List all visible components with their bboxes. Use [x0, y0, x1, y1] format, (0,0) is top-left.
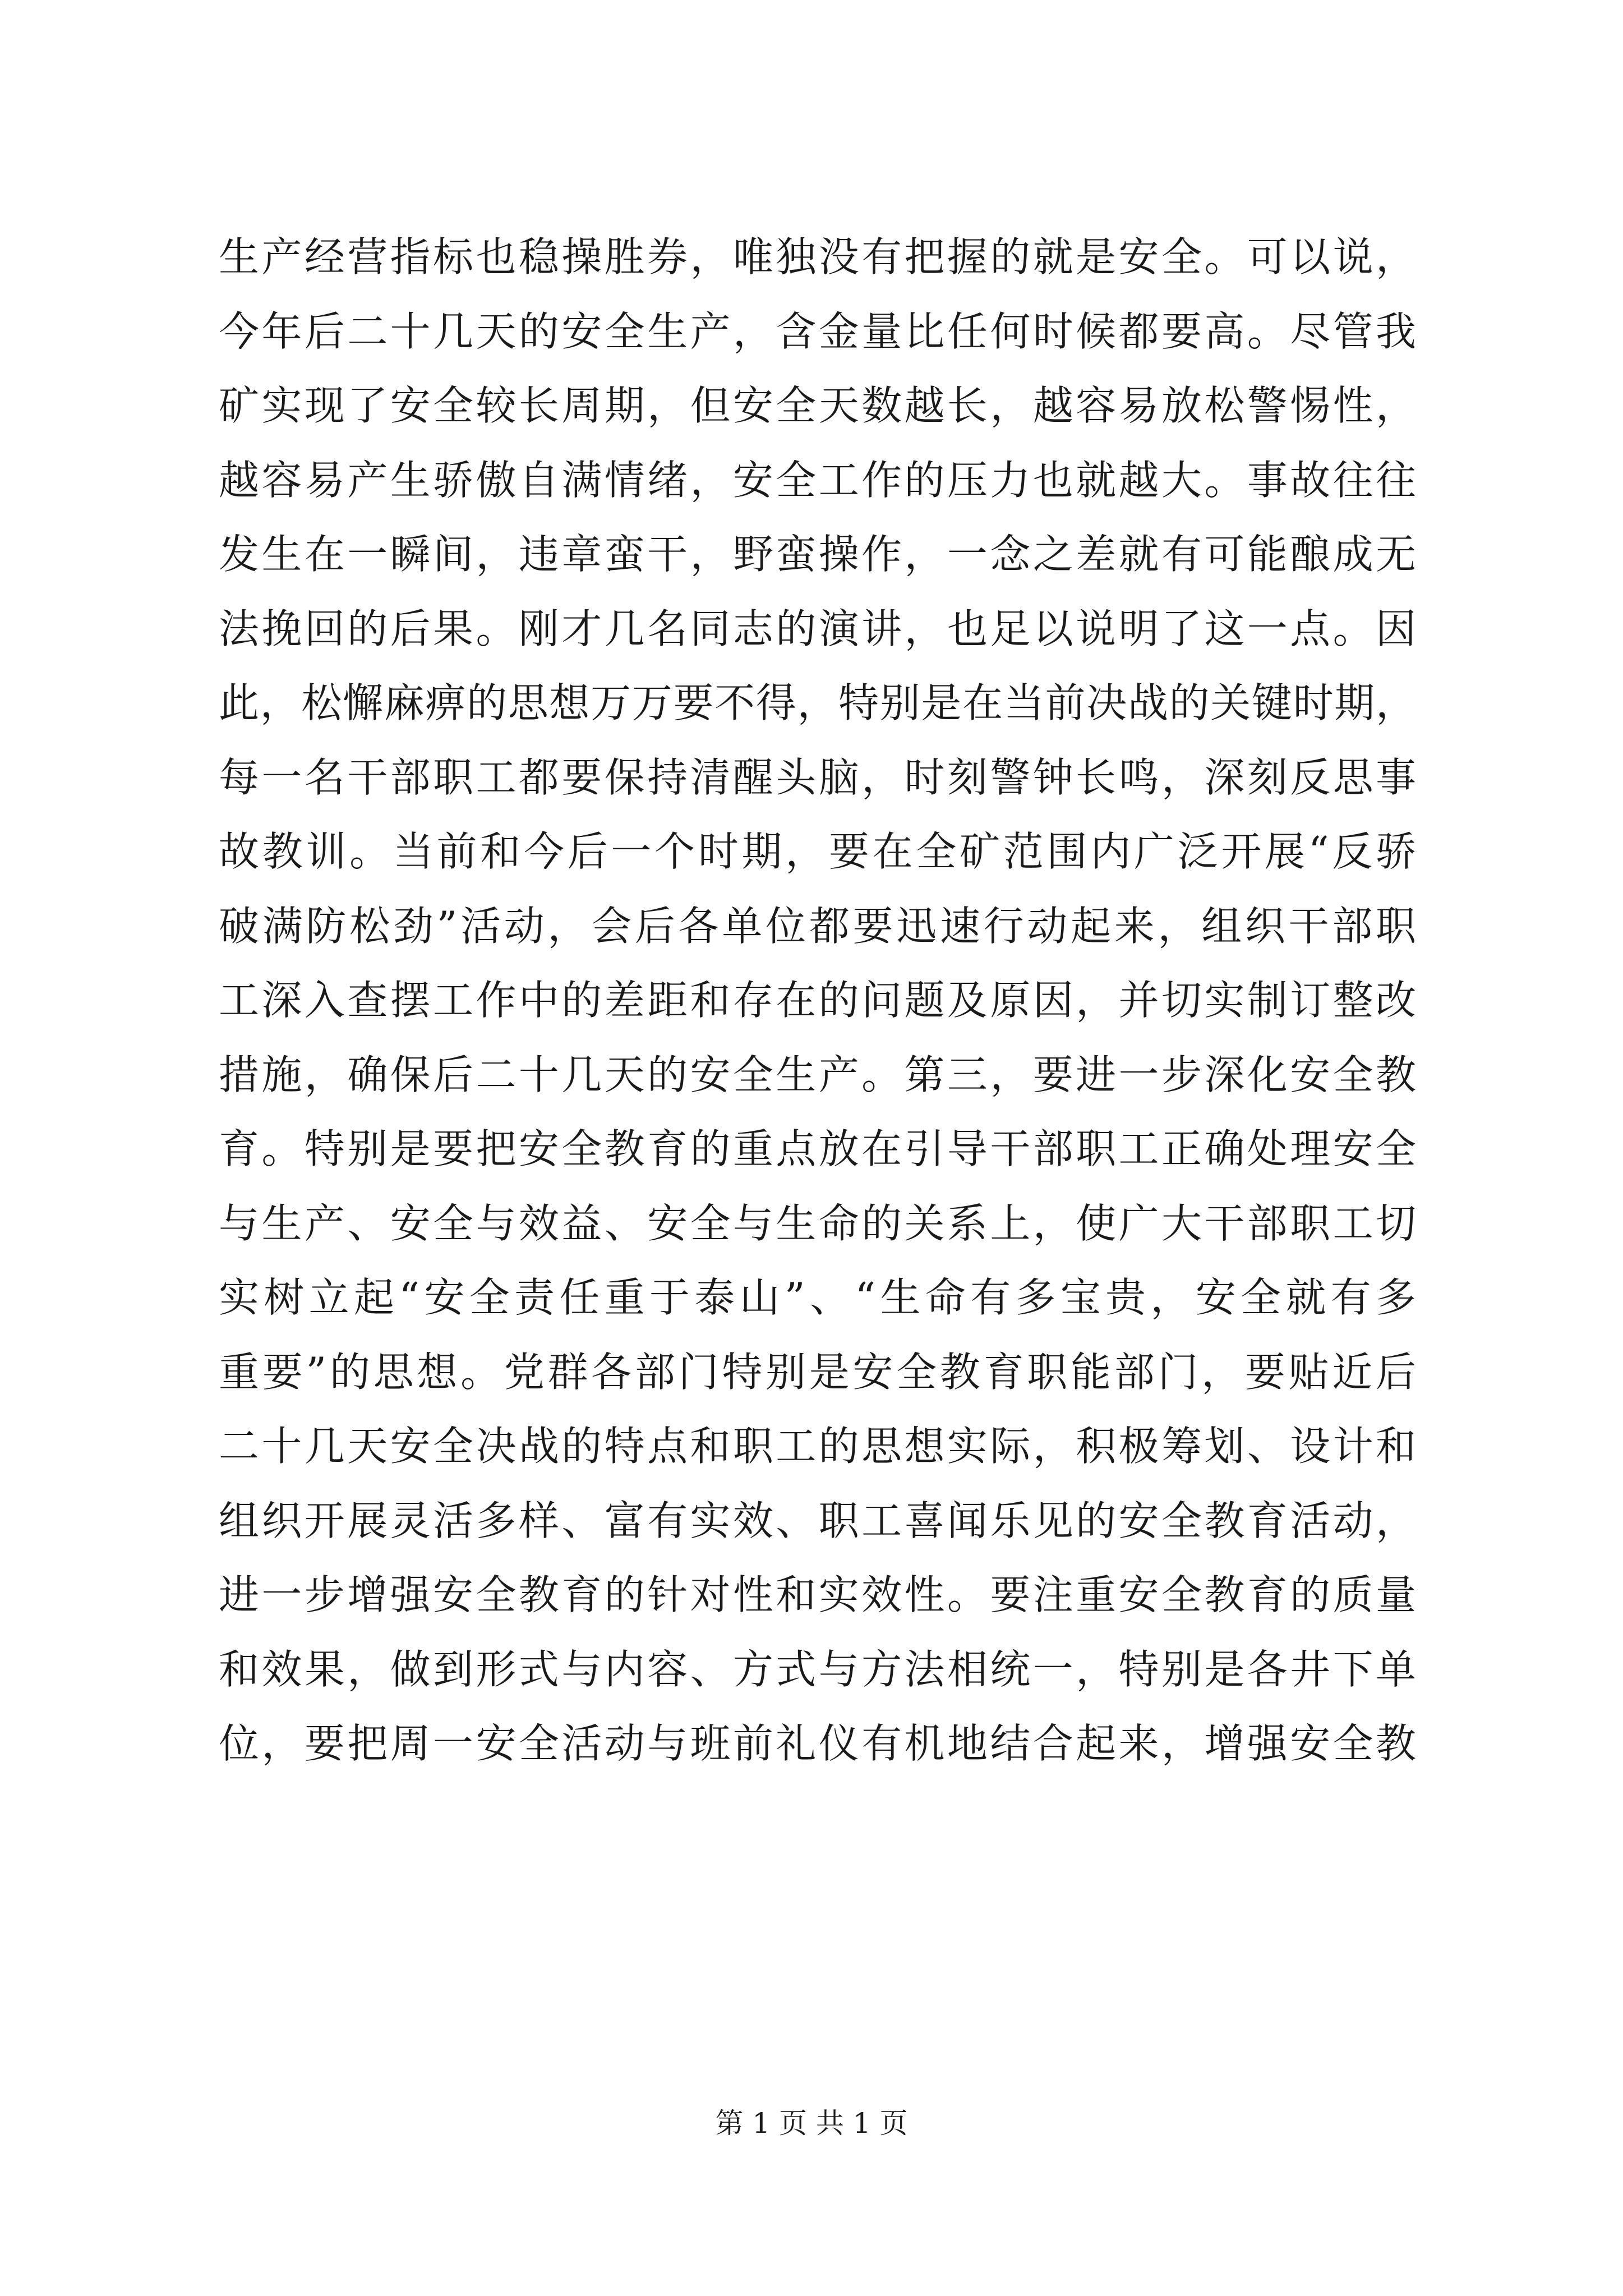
text-line: 育。特别是要把安全教育的重点放在引导干部职工正确处理安全: [219, 1125, 1416, 1172]
text-line: 矿实现了安全较长周期，但安全天数越长，越容易放松警惕性，: [219, 382, 1416, 429]
text-line: 越容易产生骄傲自满情绪，安全工作的压力也就越大。事故往往: [219, 456, 1416, 504]
text-line: 破满防松劲”活动，会后各单位都要迅速行动起来，组织干部职: [219, 902, 1416, 950]
text-line: 措施，确保后二十几天的安全生产。第三，要进一步深化安全教: [219, 1051, 1416, 1098]
text-line: 故教训。当前和今后一个时期，要在全矿范围内广泛开展“反骄: [219, 828, 1416, 875]
text-line: 今年后二十几天的安全生产，含金量比任何时候都要高。尽管我: [219, 307, 1416, 355]
page-number-footer: 第 1 页 共 1 页: [715, 2107, 908, 2139]
text-line: 二十几天安全决战的特点和职工的思想实际，积极筹划、设计和: [219, 1423, 1416, 1470]
text-line: 与生产、安全与效益、安全与生命的关系上，使广大干部职工切: [219, 1199, 1416, 1247]
text-line: 工深入查摆工作中的差距和存在的问题及原因，并切实制订整改: [219, 977, 1416, 1024]
text-line: 法挽回的后果。刚才几名同志的演讲，也足以说明了这一点。因: [219, 605, 1416, 652]
text-line: 重要”的思想。党群各部门特别是安全教育职能部门，要贴近后: [219, 1348, 1416, 1396]
text-line: 每一名干部职工都要保持清醒头脑，时刻警钟长鸣，深刻反思事: [219, 753, 1416, 801]
text-line: 实树立起“安全责任重于泰山”、“生命有多宝贵，安全就有多: [219, 1274, 1416, 1321]
body-paragraph: [219, 220, 1416, 1781]
text-line: 位，要把周一安全活动与班前礼仪有机地结合起来，增强安全教: [219, 1720, 1416, 1767]
text-line: 和效果，做到形式与内容、方式与方法相统一，特别是各井下单: [219, 1645, 1416, 1693]
text-line: 生产经营指标也稳操胜券，唯独没有把握的就是安全。可以说，: [219, 233, 1416, 280]
text-line: 发生在一瞬间，违章蛮干，野蛮操作，一念之差就有可能酿成无: [219, 531, 1416, 578]
text-line: 组织开展灵活多样、富有实效、职工喜闻乐见的安全教育活动，: [219, 1497, 1416, 1544]
text-line: 此，松懈麻痹的思想万万要不得，特别是在当前决战的关键时期，: [219, 679, 1416, 726]
text-line: 进一步增强安全教育的针对性和实效性。要注重安全教育的质量: [219, 1571, 1416, 1618]
